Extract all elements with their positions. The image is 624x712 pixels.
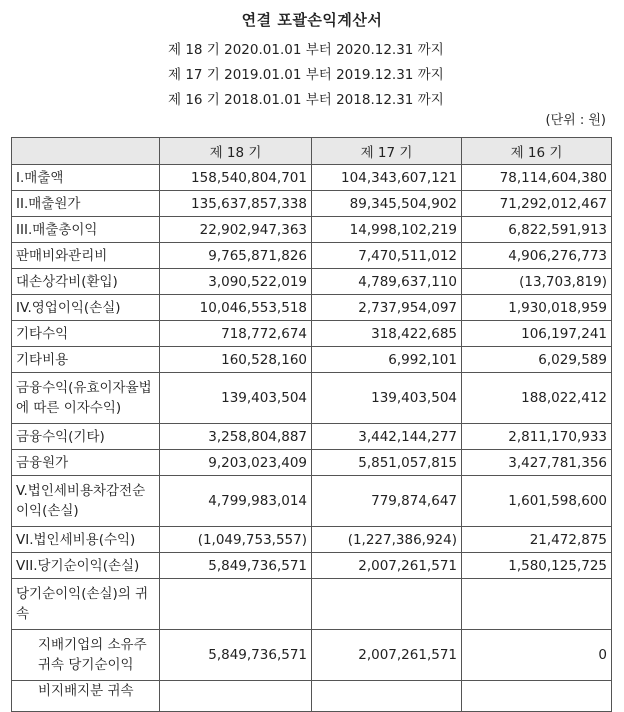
- value-18: 160,528,160: [160, 347, 312, 373]
- account-name: 판매비와관리비: [12, 243, 160, 269]
- value-17: 7,470,511,012: [312, 243, 462, 269]
- value-16: [462, 681, 612, 712]
- table-row: [12, 191, 612, 217]
- value-16: 1,930,018,959: [462, 295, 612, 321]
- account-name: IV.영업이익(손실): [12, 295, 160, 321]
- table-row: [12, 450, 612, 476]
- account-name: 기타비용: [12, 347, 160, 373]
- value-18: 5,849,736,571: [160, 553, 312, 579]
- account-name: 기타수익: [12, 321, 160, 347]
- value-16: 4,906,276,773: [462, 243, 612, 269]
- value-17: 2,007,261,571: [312, 553, 462, 579]
- account-name: 당기순이익(손실)의 귀속: [12, 579, 160, 630]
- value-17: 4,789,637,110: [312, 269, 462, 295]
- value-16: 6,822,591,913: [462, 217, 612, 243]
- table-row: [12, 476, 612, 527]
- value-16: 21,472,875: [462, 527, 612, 553]
- period-line-17: 제 17 기 2019.01.01 부터 2019.12.31 까지: [168, 67, 444, 83]
- value-18: 158,540,804,701: [160, 165, 312, 191]
- header-account: [12, 138, 160, 165]
- account-name: II.매출원가: [12, 191, 160, 217]
- value-18: [160, 681, 312, 712]
- value-17: 2,007,261,571: [312, 630, 462, 681]
- value-17: [312, 579, 462, 630]
- value-17: 5,851,057,815: [312, 450, 462, 476]
- account-name: 지배기업의 소유주 귀속 당기순이익: [12, 630, 160, 681]
- account-name: 금융원가: [12, 450, 160, 476]
- value-17: 3,442,144,277: [312, 424, 462, 450]
- value-18: 22,902,947,363: [160, 217, 312, 243]
- value-16: 1,601,598,600: [462, 476, 612, 527]
- value-16: 71,292,012,467: [462, 191, 612, 217]
- value-16: 78,114,604,380: [462, 165, 612, 191]
- unit-label: (단위 : 원): [545, 113, 606, 128]
- value-16: 6,029,589: [462, 347, 612, 373]
- value-18: 10,046,553,518: [160, 295, 312, 321]
- table-row: [12, 217, 612, 243]
- table-header-row: [12, 138, 612, 165]
- account-name: 대손상각비(환입): [12, 269, 160, 295]
- table-row: [12, 373, 612, 424]
- value-16: 0: [462, 630, 612, 681]
- value-16: 2,811,170,933: [462, 424, 612, 450]
- account-name: VII.당기순이익(손실): [12, 553, 160, 579]
- table-row: [12, 243, 612, 269]
- value-16: [462, 579, 612, 630]
- income-statement-table: [11, 137, 612, 712]
- table-row: [12, 269, 612, 295]
- value-16: 188,022,412: [462, 373, 612, 424]
- account-name: 금융수익(기타): [12, 424, 160, 450]
- table-row: [12, 165, 612, 191]
- period-line-16: 제 16 기 2018.01.01 부터 2018.12.31 까지: [168, 92, 444, 108]
- value-17: (1,227,386,924): [312, 527, 462, 553]
- value-18: 139,403,504: [160, 373, 312, 424]
- table-row: [12, 681, 612, 712]
- value-17: 104,343,607,121: [312, 165, 462, 191]
- value-18: 3,258,804,887: [160, 424, 312, 450]
- value-16: (13,703,819): [462, 269, 612, 295]
- value-16: 106,197,241: [462, 321, 612, 347]
- account-name: III.매출총이익: [12, 217, 160, 243]
- account-name: I.매출액: [12, 165, 160, 191]
- value-16: 1,580,125,725: [462, 553, 612, 579]
- account-name: VI.법인세비용(수익): [12, 527, 160, 553]
- value-18: 5,849,736,571: [160, 630, 312, 681]
- value-18: 3,090,522,019: [160, 269, 312, 295]
- value-18: 4,799,983,014: [160, 476, 312, 527]
- table-row: [12, 347, 612, 373]
- table-row: [12, 295, 612, 321]
- value-17: 318,422,685: [312, 321, 462, 347]
- header-period-17: 제 17 기: [312, 138, 462, 165]
- table-row: [12, 424, 612, 450]
- value-18: [160, 579, 312, 630]
- value-17: 779,874,647: [312, 476, 462, 527]
- value-18: 9,203,023,409: [160, 450, 312, 476]
- account-name: V.법인세비용차감전순이익(손실): [12, 476, 160, 527]
- value-18: 135,637,857,338: [160, 191, 312, 217]
- value-17: 2,737,954,097: [312, 295, 462, 321]
- header-period-18: 제 18 기: [160, 138, 312, 165]
- value-17: 89,345,504,902: [312, 191, 462, 217]
- value-17: 14,998,102,219: [312, 217, 462, 243]
- statement-title: 연결 포괄손익계산서: [241, 11, 383, 29]
- account-name: 비지배지분 귀속: [12, 681, 160, 712]
- value-18: (1,049,753,557): [160, 527, 312, 553]
- table-row: [12, 321, 612, 347]
- value-16: 3,427,781,356: [462, 450, 612, 476]
- account-name: 금융수익(유효이자율법에 따른 이자수익): [12, 373, 160, 424]
- value-17: [312, 681, 462, 712]
- table-row: [12, 553, 612, 579]
- period-line-18: 제 18 기 2020.01.01 부터 2020.12.31 까지: [168, 42, 444, 58]
- value-17: 6,992,101: [312, 347, 462, 373]
- table-row: [12, 630, 612, 681]
- value-18: 718,772,674: [160, 321, 312, 347]
- header-period-16: 제 16 기: [462, 138, 612, 165]
- value-18: 9,765,871,826: [160, 243, 312, 269]
- table-row: [12, 579, 612, 630]
- value-17: 139,403,504: [312, 373, 462, 424]
- table-row: [12, 527, 612, 553]
